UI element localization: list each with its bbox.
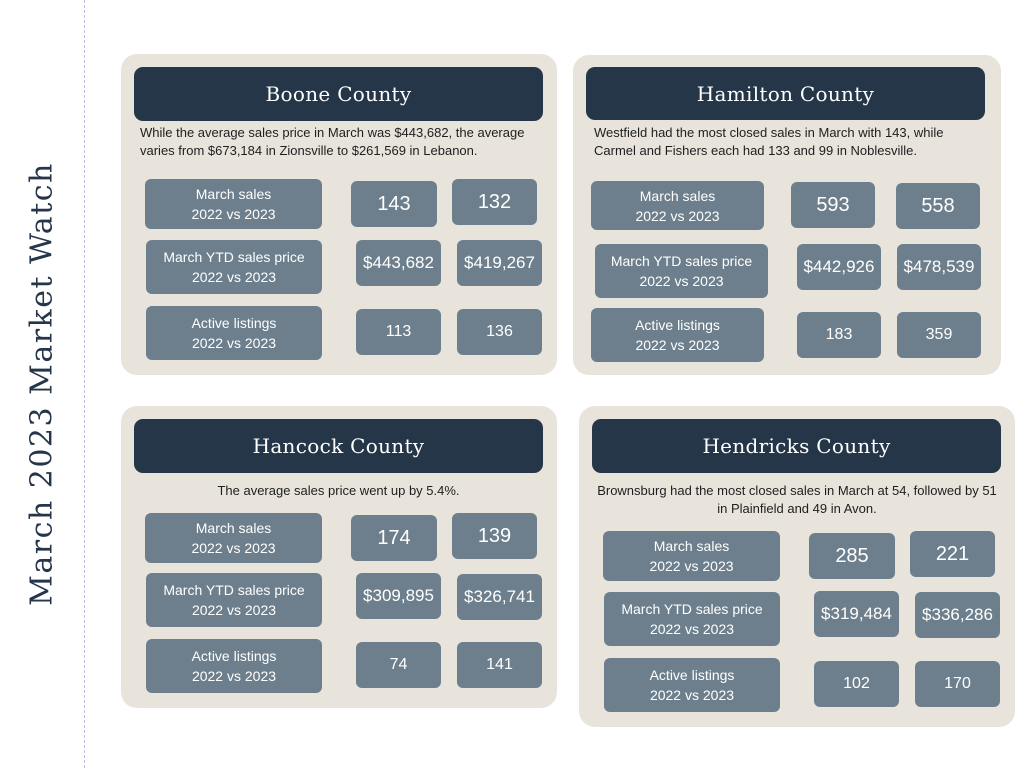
card-description: The average sales price went up by 5.4%. bbox=[217, 483, 460, 498]
label-active-listings: Active listings 2022 vs 2023 bbox=[146, 306, 322, 360]
card-description: While the average sales price in March was $443,682, the average varies from $673,184 in Zionsville to $261,569 in Lebanon. bbox=[140, 125, 525, 158]
value-2023-march-sales: 132 bbox=[452, 179, 537, 225]
value-2023-active-listings: 170 bbox=[915, 661, 1000, 707]
card-title: Boone County bbox=[134, 67, 543, 121]
value-2022-ytd-price: $442,926 bbox=[797, 244, 881, 290]
value-2023-ytd-price: $326,741 bbox=[457, 574, 542, 620]
page-title: March 2023 Market Watch bbox=[24, 162, 60, 606]
label-ytd-sales-price: March YTD sales price 2022 vs 2023 bbox=[146, 240, 322, 294]
value-2022-active-listings: 183 bbox=[797, 312, 881, 358]
value-2023-march-sales: 221 bbox=[910, 531, 995, 577]
card-title: Hamilton County bbox=[586, 67, 985, 120]
card-description: Westfield had the most closed sales in March with 143, while Carmel and Fishers each had 133 and 99 in Noblesville. bbox=[594, 125, 944, 158]
label-ytd-sales-price: March YTD sales price 2022 vs 2023 bbox=[604, 592, 780, 646]
label-march-sales: March sales 2022 vs 2023 bbox=[603, 531, 780, 581]
value-2022-ytd-price: $443,682 bbox=[356, 240, 441, 286]
value-2023-active-listings: 359 bbox=[897, 312, 981, 358]
value-2023-active-listings: 136 bbox=[457, 309, 542, 355]
value-2023-ytd-price: $336,286 bbox=[915, 592, 1000, 638]
value-2022-ytd-price: $319,484 bbox=[814, 591, 899, 637]
card-description: Brownsburg had the most closed sales in March at 54, followed by 51 in Plainfield and 49 in Avon. bbox=[597, 483, 997, 516]
label-ytd-sales-price: March YTD sales price 2022 vs 2023 bbox=[595, 244, 768, 298]
value-2022-march-sales: 143 bbox=[351, 181, 437, 227]
page-divider-line bbox=[84, 0, 85, 768]
label-active-listings: Active listings 2022 vs 2023 bbox=[146, 639, 322, 693]
value-2023-ytd-price: $419,267 bbox=[457, 240, 542, 286]
card-title: Hancock County bbox=[134, 419, 543, 473]
label-active-listings: Active listings 2022 vs 2023 bbox=[591, 308, 764, 362]
value-2022-march-sales: 285 bbox=[809, 533, 895, 579]
label-march-sales: March sales 2022 vs 2023 bbox=[145, 179, 322, 229]
value-2022-march-sales: 593 bbox=[791, 182, 875, 228]
value-2022-active-listings: 102 bbox=[814, 661, 899, 707]
label-march-sales: March sales 2022 vs 2023 bbox=[591, 181, 764, 230]
value-2022-active-listings: 74 bbox=[356, 642, 441, 688]
label-active-listings: Active listings 2022 vs 2023 bbox=[604, 658, 780, 712]
label-ytd-sales-price: March YTD sales price 2022 vs 2023 bbox=[146, 573, 322, 627]
card-title: Hendricks County bbox=[592, 419, 1001, 473]
value-2022-march-sales: 174 bbox=[351, 515, 437, 561]
label-march-sales: March sales 2022 vs 2023 bbox=[145, 513, 322, 563]
value-2023-active-listings: 141 bbox=[457, 642, 542, 688]
value-2022-ytd-price: $309,895 bbox=[356, 573, 441, 619]
value-2023-ytd-price: $478,539 bbox=[897, 244, 981, 290]
value-2022-active-listings: 113 bbox=[356, 309, 441, 355]
value-2023-march-sales: 558 bbox=[896, 183, 980, 229]
value-2023-march-sales: 139 bbox=[452, 513, 537, 559]
